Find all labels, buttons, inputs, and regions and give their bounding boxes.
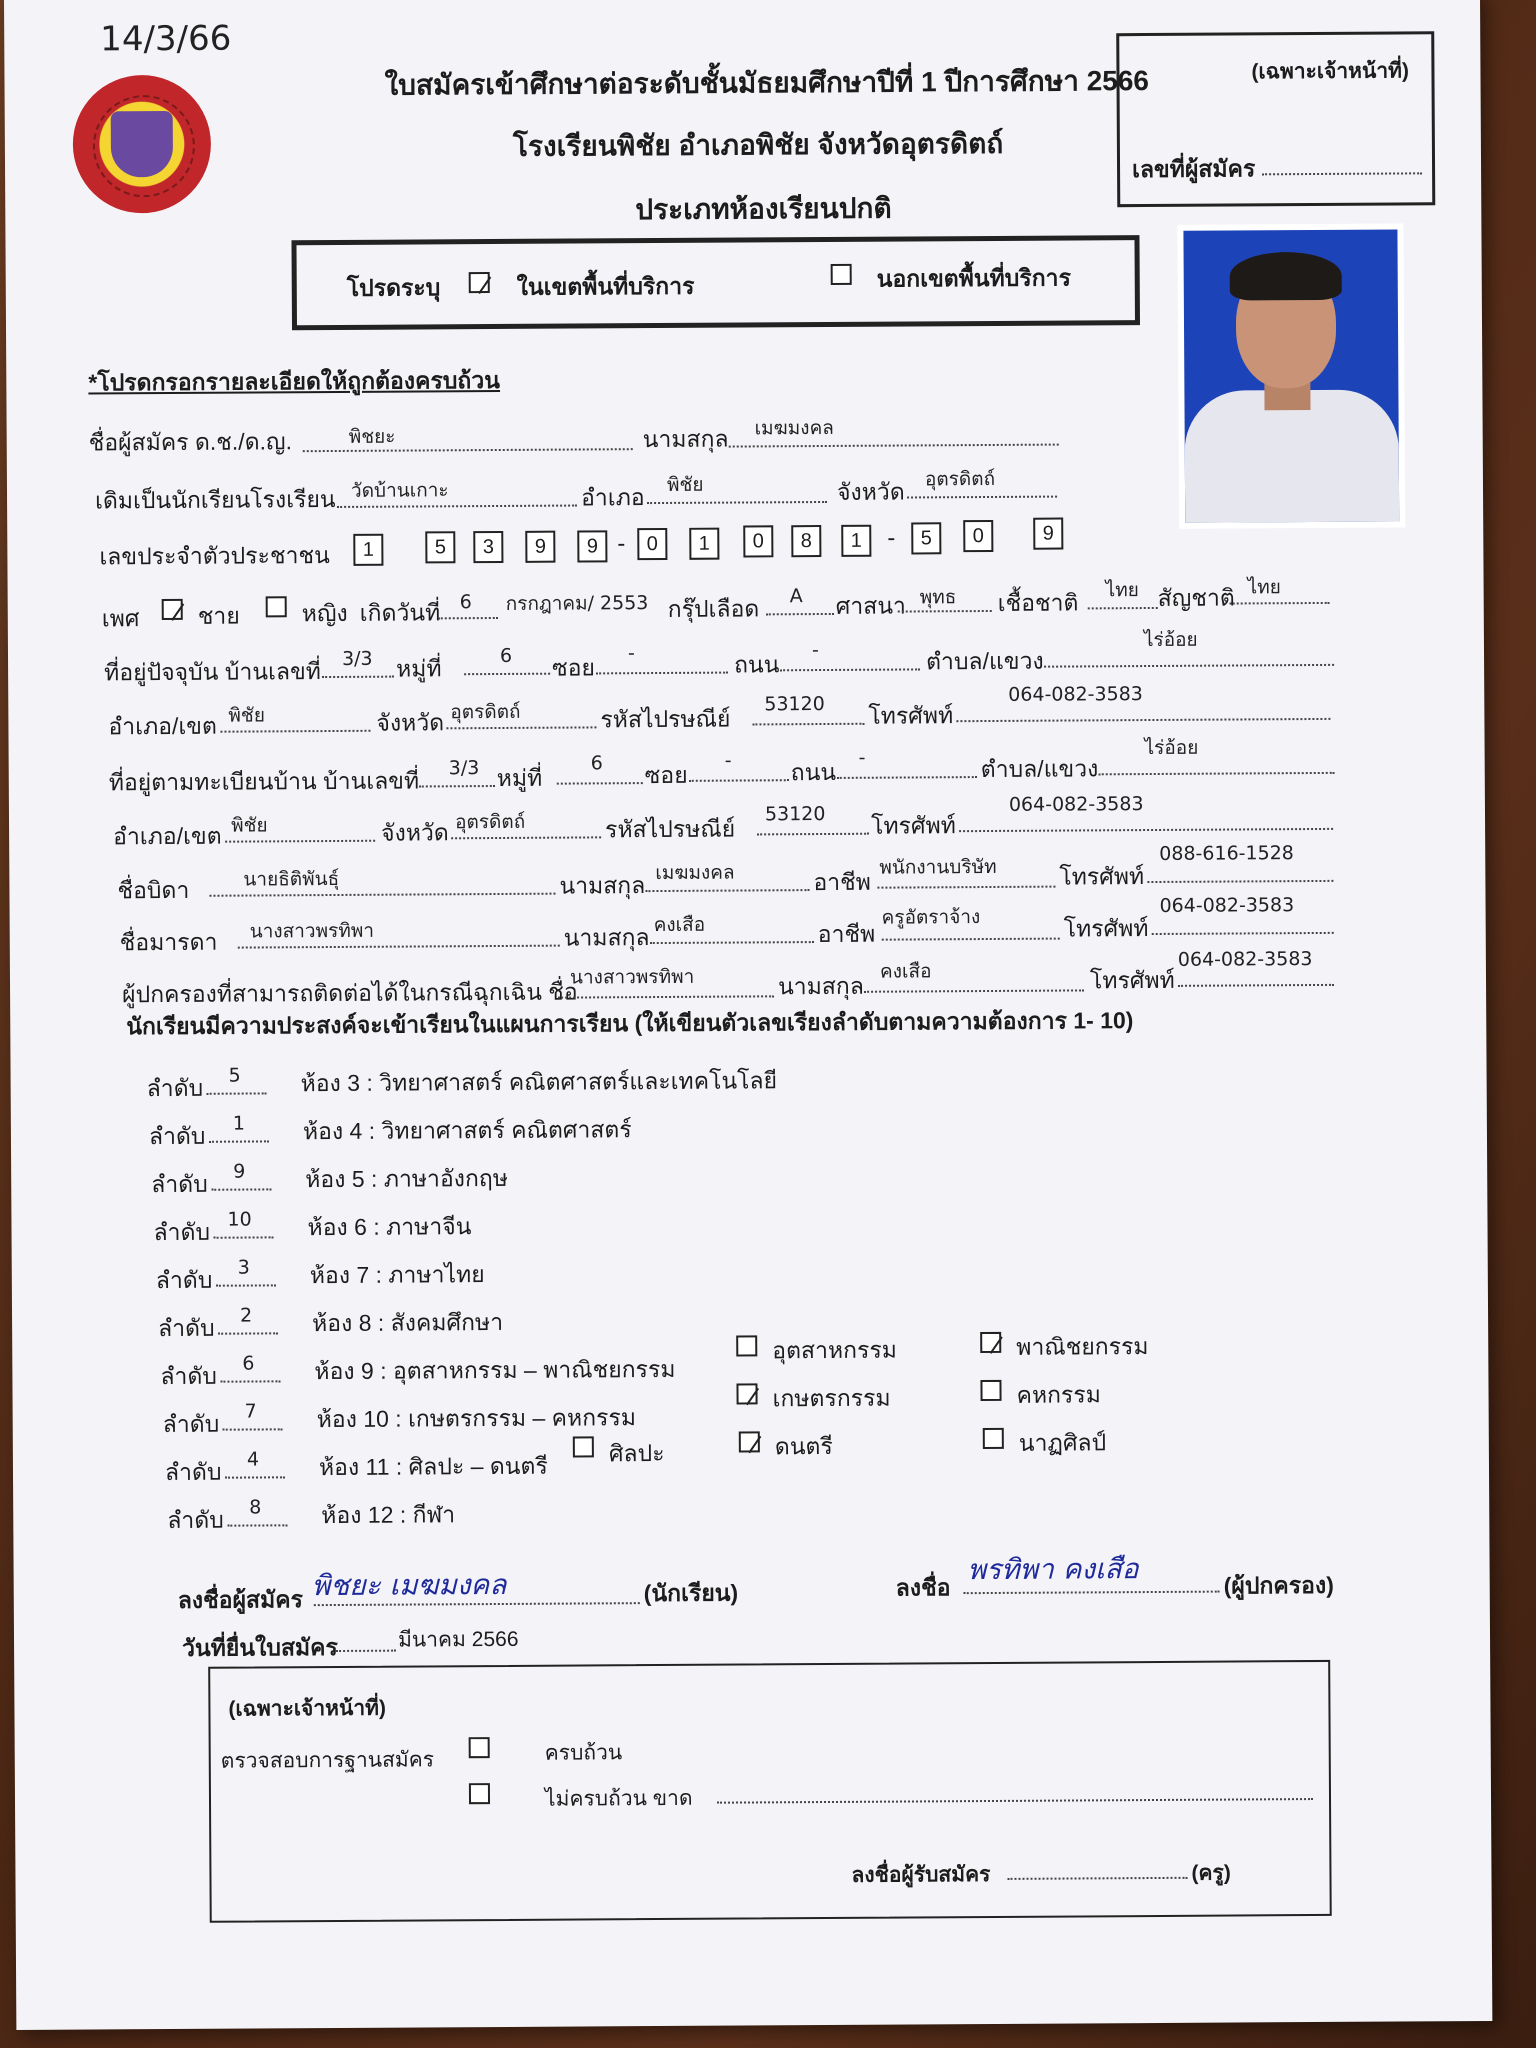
- father-label: ชื่อบิดา: [117, 876, 190, 904]
- reg-moo-label: หมู่ที่: [496, 764, 543, 792]
- prev-school-value: วัดบ้านเกาะ: [350, 479, 449, 502]
- music-checkbox[interactable]: [739, 1431, 760, 1452]
- home-economics-checkbox[interactable]: [980, 1380, 1001, 1401]
- reg-moo: 6: [590, 752, 603, 775]
- incomplete-checkbox[interactable]: [469, 1783, 490, 1804]
- id-digit: 9: [525, 531, 555, 563]
- reg-postal-label: รหัสไปรษณีย์: [604, 815, 736, 843]
- reg-subdistrict-label: ตำบล/แขวง: [980, 755, 1099, 783]
- current-subdistrict: ไร่อ้อย: [1143, 628, 1198, 652]
- current-province: อุตรดิตถ์: [450, 700, 521, 724]
- reg-phone-label: โทรศัพท์: [870, 812, 956, 839]
- birth-label: เกิดวันที่: [359, 599, 441, 626]
- reg-address-label: ที่อยู่ตามทะเบียนบ้าน บ้านเลขที่: [108, 767, 420, 796]
- id-digit: 8: [791, 525, 821, 557]
- reg-subdistrict: ไร่อ้อย: [1144, 736, 1199, 760]
- race-label: เชื้อชาติ: [997, 589, 1079, 616]
- current-postal-label: รหัสไปรษณีย์: [600, 705, 731, 733]
- father-phone: 088-616-1528: [1159, 842, 1294, 865]
- in-area-label: ในเขตพื้นที่บริการ: [516, 272, 695, 300]
- mother-phone-label: โทรศัพท์: [1063, 915, 1149, 942]
- plan-rank: 9: [233, 1160, 246, 1183]
- father-name: นายธิติพันธุ์: [243, 867, 340, 891]
- industry-checkbox[interactable]: [736, 1335, 757, 1356]
- specify-label: โปรดระบุ: [346, 274, 441, 301]
- prev-province-label: จังหวัด: [836, 478, 905, 505]
- first-name-value: พิชยะ: [348, 425, 396, 448]
- current-phone-label: โทรศัพท์: [868, 702, 954, 729]
- reg-postal: 53120: [764, 802, 826, 826]
- blood-value: A: [789, 585, 803, 608]
- id-digit: 3: [473, 531, 503, 563]
- id-digit: 5: [911, 522, 941, 554]
- birth-month-year-value: กรกฎาคม/ 2553: [505, 592, 649, 615]
- handwritten-date: 14/3/66: [100, 18, 232, 60]
- plan-order-label: ลำดับ: [153, 1218, 211, 1246]
- plan-rank: 6: [242, 1352, 255, 1375]
- prev-school-label: เดิมเป็นนักเรียนโรงเรียน: [94, 485, 336, 514]
- nationality-value: ไทย: [1247, 576, 1281, 599]
- guardian-surname-label: นามสกุล: [777, 972, 864, 1000]
- father-job: พนักงานบริษัท: [879, 855, 997, 879]
- id-label: เลขประจำตัวประชาชน: [99, 542, 330, 570]
- receiver-label: ลงชื่อผู้รับสมัคร: [851, 1863, 991, 1887]
- name-label: ชื่อผู้สมัคร ด.ช./ด.ญ.: [88, 428, 293, 456]
- current-soi: -: [627, 642, 635, 665]
- religion-value: พุทธ: [919, 586, 957, 609]
- plan-order-label: ลำดับ: [151, 1170, 208, 1198]
- male-label: ชาย: [197, 602, 240, 629]
- id-digit: 1: [353, 534, 383, 566]
- service-area-box: [291, 235, 1140, 330]
- plan-rank: 10: [227, 1208, 252, 1231]
- plan-order-label: ลำดับ: [146, 1074, 204, 1102]
- guardian-label: ผู้ปกครองที่สามารถติดต่อได้ในกรณีฉุกเฉิน ชื่อ: [121, 978, 578, 1008]
- race-value: ไทย: [1105, 579, 1139, 602]
- plan-rank: 5: [228, 1064, 241, 1087]
- plan-room: ห้อง 10 : เกษตรกรรม – คหกรรม: [316, 1404, 637, 1433]
- industry-label: อุตสาหกรรม: [772, 1336, 898, 1364]
- nationality-label: สัญชาติ: [1157, 584, 1235, 611]
- id-digit: 9: [577, 530, 607, 562]
- applicant-no-label: เลขที่ผู้สมัคร: [1131, 155, 1256, 183]
- applicant-photo: [1177, 223, 1405, 528]
- female-label: หญิง: [301, 599, 348, 627]
- id-digit: 9: [1033, 518, 1063, 550]
- teacher-label: (ครู): [1191, 1861, 1231, 1885]
- id-digit: 0: [963, 520, 993, 552]
- guardian-phone-label: โทรศัพท์: [1089, 966, 1175, 994]
- instruction: *โปรดกรอกรายละเอียดให้ถูกต้องครบถ้วน: [88, 366, 501, 396]
- current-postal: 53120: [764, 692, 825, 716]
- art-label: ศิลปะ: [608, 1439, 665, 1467]
- blood-label: กรุ๊ปเลือด: [667, 595, 760, 622]
- agriculture-checkbox[interactable]: [736, 1383, 757, 1404]
- plan-rank: 8: [249, 1496, 262, 1519]
- reg-road-label: ถนน: [790, 758, 837, 786]
- id-digit: 1: [841, 525, 871, 557]
- staff-title: (เฉพาะเจ้าหน้าที่): [228, 1696, 387, 1721]
- thai-dance-checkbox[interactable]: [983, 1428, 1004, 1449]
- art-checkbox[interactable]: [573, 1436, 594, 1457]
- father-surname-label: นามสกุล: [559, 872, 646, 899]
- guardian-phone: 064-082-3583: [1177, 948, 1313, 971]
- out-area-checkbox[interactable]: [831, 264, 852, 285]
- plan-room: ห้อง 12 : กีฬา: [321, 1501, 456, 1529]
- current-moo-label: หมู่ที่: [396, 655, 442, 682]
- guardian-role-label: (ผู้ปกครอง): [1223, 1571, 1334, 1599]
- father-job-label: อาชีพ: [813, 868, 871, 896]
- guardian-sign-label: ลงชื่อ: [895, 1574, 951, 1601]
- plan-rank: 2: [239, 1304, 253, 1327]
- plan-rank: 4: [246, 1448, 260, 1471]
- father-surname: เมฆมงคล: [655, 861, 735, 885]
- plan-order-label: ลำดับ: [155, 1266, 213, 1294]
- guardian-name: นางสาวพรทิพา: [569, 965, 695, 989]
- mother-label: ชื่อมารดา: [119, 928, 218, 956]
- mother-surname-label: นามสกุล: [563, 924, 650, 951]
- father-phone-label: โทรศัพท์: [1059, 863, 1145, 890]
- mother-job: ครูอัตราจ้าง: [881, 906, 981, 929]
- plan-order-label: ลำดับ: [148, 1122, 206, 1150]
- mother-name: นางสาวพรทิพา: [249, 919, 375, 943]
- current-district-label: อำเภอ/เขต: [108, 712, 218, 740]
- reg-soi: -: [724, 749, 732, 772]
- reg-district: พิชัย: [230, 814, 268, 837]
- id-digit: 5: [425, 531, 455, 563]
- surname-value: เมฆมงคล: [754, 416, 834, 440]
- plan-order-label: ลำดับ: [160, 1362, 218, 1390]
- religion-label: ศาสนา: [835, 592, 906, 619]
- plan-rank: 3: [237, 1256, 250, 1279]
- plan-room: ห้อง 4 : วิทยาศาสตร์ คณิตศาสตร์: [302, 1116, 632, 1145]
- surname-label: นามสกุล: [642, 425, 729, 453]
- current-address-label: ที่อยู่ปัจจุบัน บ้านเลขที่: [104, 658, 321, 686]
- id-digit: 1: [689, 528, 719, 560]
- id-digit: 0: [743, 525, 773, 557]
- staff-check-label: ตรวจสอบการฐานสมัคร: [220, 1748, 435, 1773]
- commerce-checkbox[interactable]: [980, 1332, 1001, 1353]
- applicant-signature: พิชยะ เมฆมงคล: [311, 1567, 507, 1603]
- current-road-label: ถนน: [733, 651, 780, 678]
- plan-room: ห้อง 8 : สังคมศึกษา: [312, 1308, 504, 1337]
- female-checkbox[interactable]: [266, 596, 287, 617]
- submit-date-value: มีนาคม 2566: [397, 1627, 519, 1652]
- reg-soi-label: ซอย: [644, 761, 688, 789]
- plan-order-label: ลำดับ: [167, 1506, 224, 1534]
- reg-province-label: จังหวัด: [381, 819, 449, 846]
- plan-rank: 1: [232, 1112, 246, 1135]
- office-use-box: [1116, 31, 1435, 207]
- plan-rank: 7: [244, 1400, 257, 1423]
- plan-order-label: ลำดับ: [162, 1410, 220, 1438]
- form-title: ใบสมัครเข้าศึกษาต่อระดับชั้นมัธยมศึกษาปีที่ 1 ปีการศึกษา 2566: [384, 65, 1150, 101]
- reg-phone: 064-082-3583: [1008, 793, 1144, 816]
- plan-room: ห้อง 5 : ภาษาอังกฤษ: [305, 1164, 509, 1193]
- out-area-label: นอกเขตพื้นที่บริการ: [876, 264, 1071, 292]
- id-digit: 0: [637, 528, 667, 560]
- complete-checkbox[interactable]: [469, 1737, 490, 1758]
- plan-order-label: ลำดับ: [164, 1458, 222, 1486]
- current-district: พิชัย: [228, 704, 266, 727]
- prev-district-label: อำเภอ: [580, 484, 645, 511]
- reg-district-label: อำเภอ/เขต: [113, 822, 222, 850]
- applicant-sign-label: ลงชื่อผู้สมัคร: [177, 1586, 304, 1613]
- current-moo: 6: [499, 644, 513, 667]
- current-subdistrict-label: ตำบล/แขวง: [925, 647, 1044, 675]
- complete-label: ครบถ้วน: [544, 1741, 623, 1765]
- current-road: -: [811, 639, 819, 662]
- prev-province-value: อุตรดิตถ์: [924, 467, 996, 491]
- agriculture-label: เกษตรกรรม: [772, 1384, 891, 1412]
- student-label: (นักเรียน): [643, 1579, 739, 1607]
- plan-room: ห้อง 9 : อุตสาหกรรม – พาณิชยกรรม: [314, 1355, 676, 1385]
- music-label: ดนตรี: [774, 1432, 833, 1460]
- current-house-no: 3/3: [341, 647, 373, 670]
- guardian-surname: คงเสือ: [879, 960, 932, 983]
- plan-room: ห้อง 6 : ภาษาจีน: [307, 1213, 472, 1241]
- school-name: โรงเรียนพิชัย อำเภอพิชัย จังหวัดอุตรดิตถ์: [512, 127, 1004, 162]
- plan-room: ห้อง 3 : วิทยาศาสตร์ คณิตศาสตร์และเทคโนโลยี: [300, 1067, 778, 1097]
- submit-date-label: วันที่ยื่นใบสมัคร: [181, 1633, 338, 1661]
- mother-surname: คงเสือ: [653, 913, 706, 937]
- male-checkbox[interactable]: [162, 599, 183, 620]
- home-economics-label: คหกรรม: [1016, 1381, 1101, 1408]
- incomplete-label: ไม่ครบถ้วน ขาด: [544, 1786, 693, 1811]
- reg-road: -: [858, 746, 866, 769]
- mother-job-label: อาชีพ: [817, 920, 876, 948]
- school-seal: [72, 75, 211, 214]
- current-phone: 064-082-3583: [1008, 683, 1143, 706]
- application-form-paper: 14/3/66 ใบสมัครเข้าศึกษาต่อระดับชั้นมัธยมศึกษาปีที่ 1 ปีการศึกษา 2566 โรงเรียนพิชัย อำเภอพิชัย จังหวัดอุตรดิตถ์ ประเภทห้องเรียนปกติ (เฉพาะเจ้าหน้าที่) เลขที่ผู้สมัคร โปรดระบุ ในเขตพื้นที่บริการ นอกเขตพื้นที่บริการ *โปรดกรอกรายละเอียดให้ถูกต้องครบถ้วน ชื่อผู้สมัคร ด.ช./ด.ญ. พิชยะ นามสกุล เมฆมงคล เดิมเป็นนักเรียนโรงเรียน วัดบ้านเกาะ อำเภอ พิชัย จังหวัด อุตรดิตถ์ เลขประจำตัวประชาชน 1 5 3 9 9 - 0 1 0 8 1 - 5 0 9 เพศ ชาย หญิง เกิดวันที่ 6 กรกฎาคม/ 2553 กรุ๊ปเลือด A ศาสนา พุทธ เชื้อชาติ ไทย สัญชาติ ไทย ที่อยู่ปัจจุบัน บ้านเลขที่ 3/3 หมู่ที่ 6 ซอย - ถนน - ตำบล/แขวง ไร่อ้อย อำเภอ/เขต พิชัย จังหวัด อุตรดิตถ์ รหัสไปรษณีย์ 53120 โทรศัพท์ 064-082-3583 ที่อยู่ตามทะเบียนบ้าน บ้านเลขที่ 3/3 หมู่ที่ 6 ซอย - ถนน - ตำบล/แขวง ไร่อ้อย อำเภอ/เขต พิชัย จังหวัด อุตรดิตถ์ รหัสไปรษณีย์ 53120 โทรศัพท์ 064-082-3583 ชื่อบิดา นายธิติพันธุ์ นามสกุล เมฆมงคล อาชีพ พนักงานบริษัท โทรศัพท์ 088-616-1528 ชื่อมารดา นางสาวพรทิพา นามสกุล คงเสือ อาชีพ ครูอัตราจ้าง โทรศัพท์ 064-082-3583 ผู้ปกครองที่สามารถติดต่อได้ในกรณีฉุกเฉิน ชื่อ นางสาวพรทิพา นามสกุล คงเสือ โทรศัพท์ 064-082-3583 นักเรียนมีความประสงค์จะเข้าเรียนในแผนการเรียน (ให้เขียนตัวเลขเรียงลำดับตามความต้องการ 1- 10) ลำดับ 5 ห้อง 3 : วิทยาศาสตร์ คณิตศาสตร์และเทคโนโลยี ลำดับ 1 ห้อง 4 : วิทยาศาสตร์ คณิตศาสตร์ ลำดับ 9 ห้อง 5 : ภาษาอังกฤษ ลำดับ 10 ห้อง 6 : ภาษาจีน ลำดับ 3 ห้อง 7 : ภาษาไทย ลำดับ 2 ห้อง 8 : สังคมศึกษา ลำดับ 6 ห้อง 9 : อุตสาหกรรม – พาณิชยกรรม อุตสาหกรรม พาณิชยกรรม ลำดับ 7 ห้อง 10 : เกษตรกรรม – คหกรรม เกษตรกรรม คหกรรม ลำดับ 4 ห้อง 11 : ศิลปะ – ดนตรี ศิลปะ ดนตรี นาฏศิลป์ ลำดับ 8 ห้อง 12 : กีฬา ลงชื่อผู้สมัคร พิชยะ เมฆมงคล (นักเรียน) ลงชื่อ พรทิพา คงเสือ (ผู้ปกครอง) วันที่ยื่นใบสมัคร มีนาคม 2566 (เฉพาะเจ้าหน้าที่) ตรวจสอบการฐานสมัคร ครบถ้วน ไม่ครบถ้วน ขาด ลงชื่อผู้รับสมัคร (ครู): [4, 0, 1492, 2030]
- birth-day-value: 6: [459, 591, 472, 614]
- sex-label: เพศ: [101, 605, 140, 632]
- plan-order-label: ลำดับ: [158, 1314, 215, 1342]
- plan-room: ห้อง 11 : ศิลปะ – ดนตรี: [318, 1452, 548, 1481]
- in-area-checkbox[interactable]: [469, 272, 490, 293]
- thai-dance-label: นาฏศิลป์: [1018, 1429, 1107, 1456]
- current-soi-label: ซอย: [552, 654, 596, 681]
- reg-house-no: 3/3: [448, 757, 480, 780]
- prev-district-value: พิชัย: [666, 473, 704, 496]
- office-use-title: (เฉพาะเจ้าหน้าที่): [1251, 59, 1410, 84]
- reg-province: อุตรดิตถ์: [454, 810, 526, 834]
- study-plan-title: นักเรียนมีความประสงค์จะเข้าเรียนในแผนการเรียน (ให้เขียนตัวเลขเรียงลำดับตามความต้องการ 1- 10): [126, 1007, 1134, 1040]
- plan-room: ห้อง 7 : ภาษาไทย: [309, 1261, 485, 1289]
- current-province-label: จังหวัด: [376, 709, 445, 736]
- staff-check-box: [208, 1660, 1332, 1923]
- room-type: ประเภทห้องเรียนปกติ: [635, 192, 892, 226]
- guardian-signature: พรทิพา คงเสือ: [967, 1552, 1139, 1587]
- commerce-label: พาณิชยกรรม: [1016, 1333, 1149, 1360]
- mother-phone: 064-082-3583: [1159, 894, 1295, 917]
